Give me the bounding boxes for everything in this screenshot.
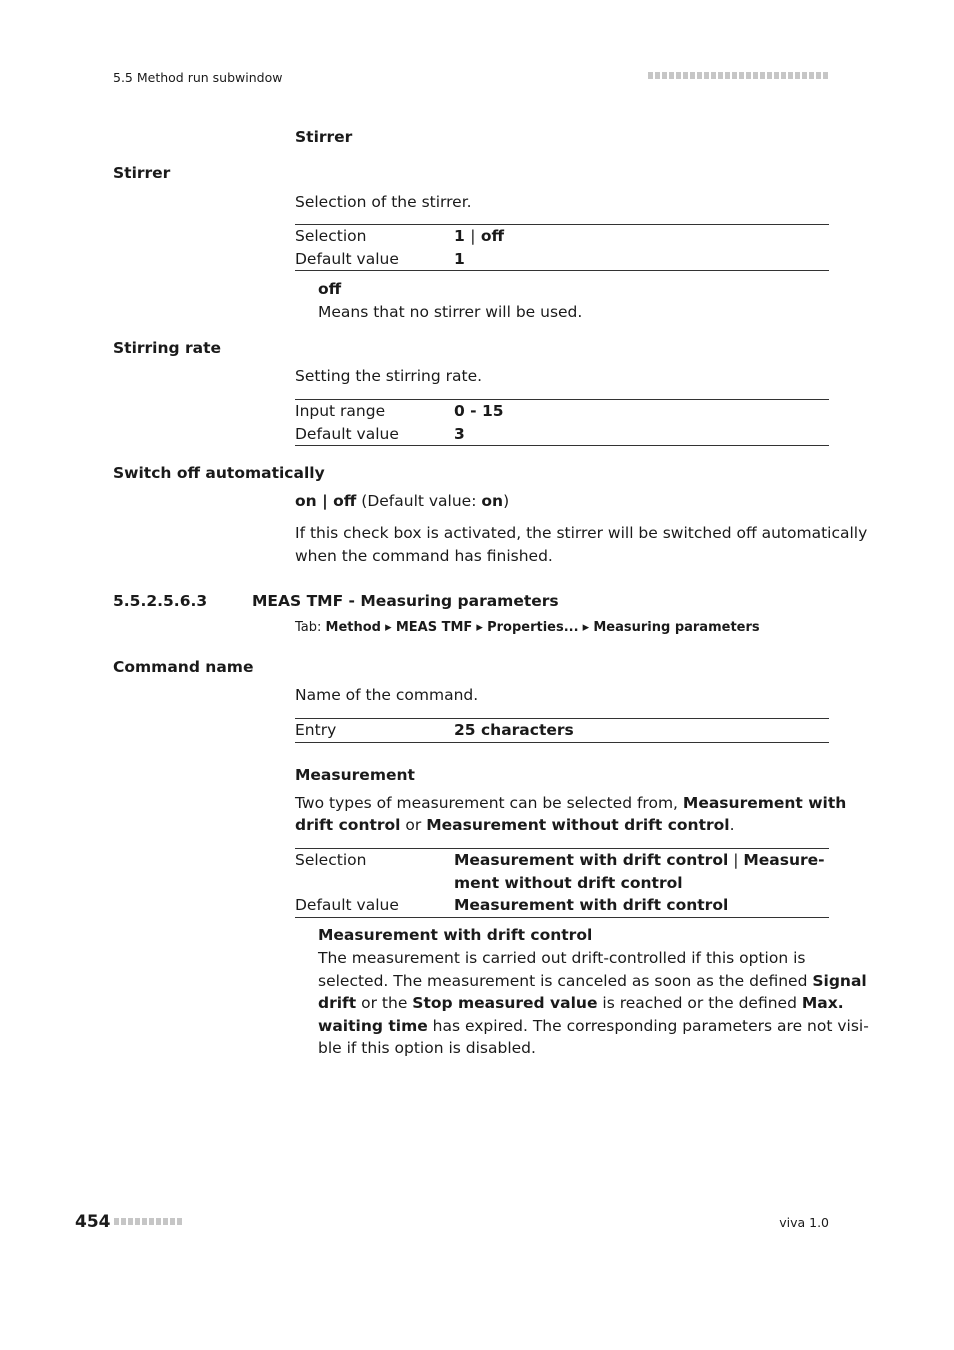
option-description: Means that no stirrer will be used. — [318, 303, 583, 321]
page-number: 454 — [75, 1212, 111, 1232]
table-key: Selection — [295, 227, 367, 245]
section-number: 5.5.2.5.6.3 — [113, 592, 208, 610]
param-table-command-name — [295, 718, 829, 743]
section-title: MEAS TMF - Measuring parameters — [252, 592, 559, 610]
param-description: Setting the stirring rate. — [295, 367, 483, 385]
param-description-line: If this check box is activated, the stirrer will be switched off automatically — [295, 524, 868, 542]
option-description-line: drift or the Stop measured value is reached or the defined Max. — [318, 994, 844, 1012]
table-key: Selection — [295, 851, 367, 869]
option-description-line: selected. The measurement is canceled as soon as the defined Signal — [318, 972, 867, 990]
param-label-command-name: Command name — [113, 658, 254, 676]
table-row — [295, 894, 829, 917]
product-version: viva 1.0 — [779, 1215, 829, 1230]
param-values: on | off (Default value: on) — [295, 492, 510, 510]
param-description-line: Two types of measurement can be selected from, Measurement with — [295, 794, 847, 812]
table-value: Measurement with drift control | Measure- ment without drift control — [454, 851, 825, 892]
param-label-switch-off: Switch off automatically — [113, 464, 325, 482]
table-key: Input range — [295, 402, 386, 420]
group-title: Stirrer — [295, 128, 353, 146]
footer-decoration — [114, 1218, 182, 1225]
table-value: 1 | off — [454, 227, 505, 245]
param-table-stirrer — [295, 224, 829, 271]
option-name: Measurement with drift control — [318, 926, 593, 944]
option-name: off — [318, 280, 342, 298]
header-decoration — [648, 72, 829, 79]
param-description-line: drift control or Measurement without drift control. — [295, 816, 735, 834]
table-row — [295, 719, 829, 742]
table-value: Measurement with drift control — [454, 896, 729, 914]
table-value: 1 — [454, 249, 465, 268]
table-row — [295, 248, 829, 271]
table-key: Default value — [295, 424, 399, 443]
table-value: 3 — [454, 424, 465, 443]
table-row — [295, 423, 829, 446]
table-row — [295, 849, 829, 894]
table-value: 0 - 15 — [454, 402, 504, 420]
tab-path: Tab: Method ▸ MEAS TMF ▸ Properties... ▸ Measuring parameters — [295, 620, 760, 635]
param-description: Name of the command. — [295, 686, 479, 704]
option-description-line: waiting time has expired. The corresponding parameters are not visi- — [318, 1017, 869, 1035]
option-description-line: ble if this option is disabled. — [318, 1039, 536, 1057]
param-table-stirring-rate — [295, 399, 829, 446]
param-label-stirrer: Stirrer — [113, 164, 171, 182]
running-header: 5.5 Method run subwindow — [113, 70, 283, 85]
table-row — [295, 225, 829, 248]
param-label-stirring-rate: Stirring rate — [113, 339, 222, 357]
table-key: Default value — [295, 896, 399, 914]
table-key: Entry — [295, 721, 337, 739]
group-title: Measurement — [295, 766, 415, 784]
param-description: Selection of the stirrer. — [295, 193, 472, 211]
option-description-line: The measurement is carried out drift-controlled if this option is — [318, 949, 806, 967]
table-key: Default value — [295, 249, 399, 268]
table-row — [295, 400, 829, 423]
param-description-line: when the command has finished. — [295, 547, 553, 565]
param-table-measurement — [295, 848, 829, 918]
table-value: 25 characters — [454, 721, 574, 739]
